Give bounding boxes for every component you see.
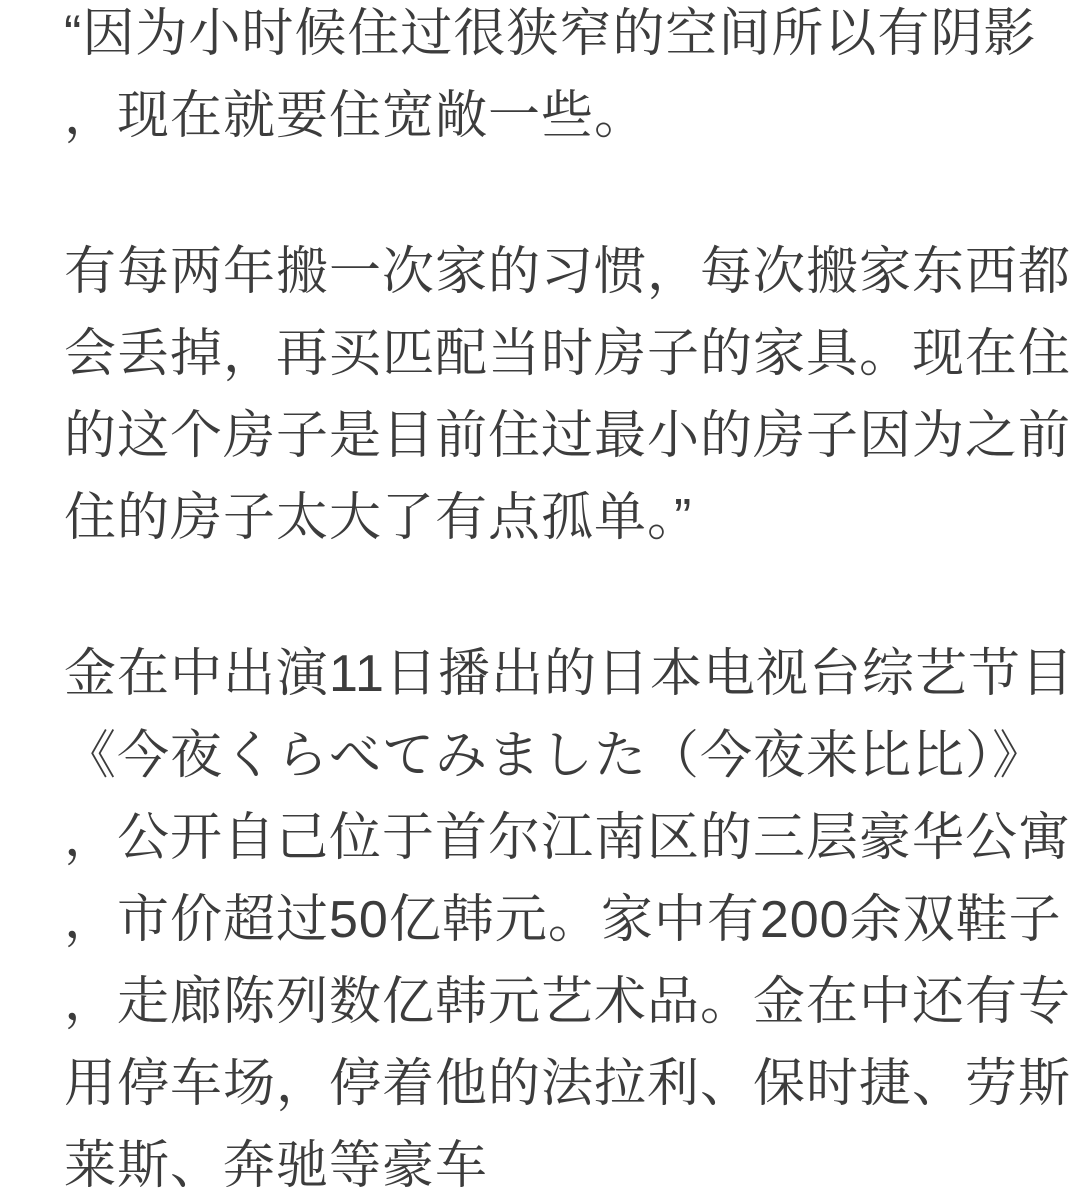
text-line: 《今夜くらべてみました（今夜来比比）》 (64, 727, 1046, 785)
text-line: 的这个房子是目前住过最小的房子因为之前 (64, 407, 1072, 465)
text-line: ，走廊陈列数亿韩元艺术品。金在中还有专 (64, 973, 1072, 1031)
text-line: 莱斯、奔驰等豪车 (64, 1137, 489, 1195)
news-paragraph (64, 633, 1074, 1200)
text-line: 用停车场，停着他的法拉利、保时捷、劳斯 (64, 1055, 1072, 1113)
text-line: ，公开自己位于首尔江南区的三层豪华公寓 (64, 809, 1072, 867)
text-line: “因为小时候住过很狭窄的空间所以有阴影 (64, 5, 1037, 63)
text-line: ，现在就要住宽敞一些。 (64, 87, 648, 145)
text-line: 金在中出演11日播出的日本电视台综艺节目 (64, 645, 1074, 703)
quote-paragraph-1 (64, 0, 1040, 157)
quote-paragraph-2 (64, 231, 1072, 559)
text-line: 住的房子太大了有点孤单。” (64, 489, 693, 547)
text-line: ，市价超过50亿韩元。家中有200余双鞋子 (64, 891, 1062, 949)
text-line: 会丢掉，再买匹配当时房子的家具。现在住 (64, 325, 1072, 383)
text-line: 有每两年搬一次家的习惯，每次搬家东西都 (64, 243, 1072, 301)
